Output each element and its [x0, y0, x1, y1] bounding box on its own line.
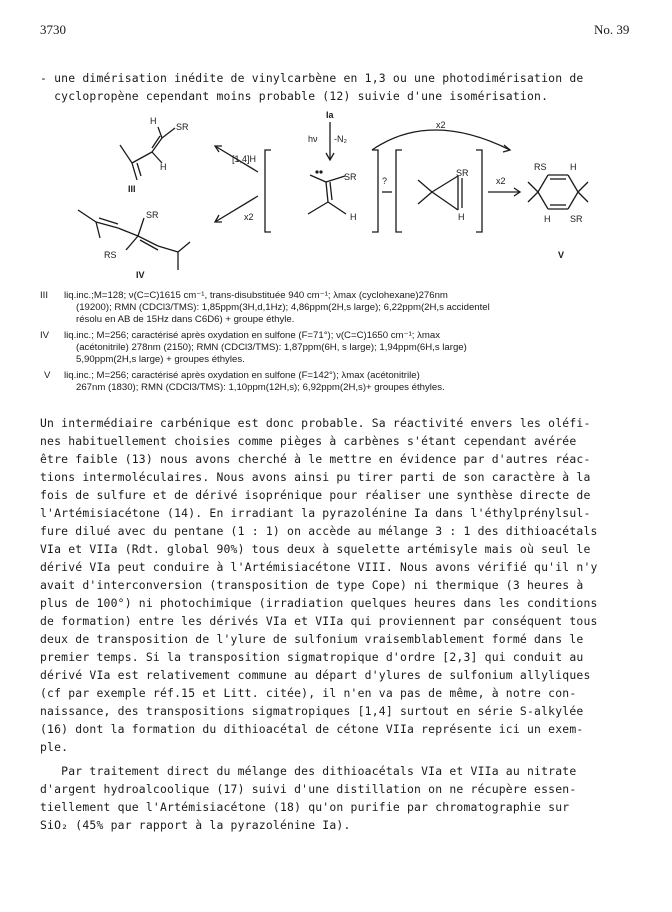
compound-III-label: III [128, 184, 136, 194]
sr-label: SR [456, 168, 469, 178]
sr-label: SR [146, 210, 159, 220]
note-line: liq.inc.;M=128; ν(C=C)1615 cm⁻¹, trans-disubstituée 940 cm⁻¹; λmax (cyclohexane)276nm [64, 290, 448, 301]
intro-line: cyclopropène cependant moins probable (12) suivie d'une isomérisation. [40, 89, 549, 103]
compound-IV-label: IV [136, 270, 145, 280]
body-line: naissance, des transpositions sigmatropiques [1,4] surtout en série S-alkylée [40, 704, 584, 718]
bond [578, 182, 588, 192]
note-line: 267nm (1830); RMN (CDCl3/TMS): 1,10ppm(12H,s); 6,92ppm(2H,s)+ groupes éthyles. [76, 382, 445, 393]
h-label: H [160, 162, 167, 172]
bond [328, 202, 346, 214]
intro-line: - une dimérisation inédite de vinylcarbène en 1,3 ou une photodimérisation de [40, 71, 584, 85]
bond [126, 236, 138, 250]
journal-issue: No. 39 [594, 22, 630, 37]
body-line: dérivé VIa est relativement commune au départ d'ylures de sulfonium allyliques [40, 668, 591, 682]
body-line: avait d'interconversion (transposition de type Cope) ni thermique (3 heures à [40, 578, 584, 592]
bond [528, 192, 538, 202]
body-line: Par traitement direct du mélange des dithioacétals VIa et VIIa au nitrate [40, 764, 577, 778]
bond [178, 242, 190, 252]
note-line: 5,90ppm(2H,s large) + groupes éthyles. [76, 354, 245, 365]
body-line: plus de 100°) ni photochimique (irradiation quelques heures dans les conditions [40, 596, 598, 610]
question-label: ? [382, 176, 388, 186]
bond [326, 176, 345, 182]
bond [418, 192, 432, 204]
bond [418, 180, 432, 192]
note-label: III [40, 290, 48, 301]
body-line: fois de sulfure et de dérivé isoprénique pour réaliser une synthèse directe de [40, 488, 591, 502]
bond [432, 192, 458, 210]
page-number: 3730 [40, 22, 66, 37]
bond [138, 218, 144, 236]
body-line: Un intermédiaire carbénique est donc probable. Sa réactivité envers les oléfi- [40, 416, 591, 430]
rs-label: RS [534, 162, 547, 172]
bond [432, 176, 458, 192]
body-line: dérivé VIa peut conduire à l'Artémisiacétone VIII. Nous avons vérifié qu'il n'y [40, 560, 598, 574]
bond [132, 152, 152, 163]
body-line: SiO₂ (45% par rapport à la pyrazolénine Ia). [40, 818, 351, 832]
bond [120, 145, 132, 163]
bond [326, 182, 328, 202]
body-line: tiellement que l'Artémisiacétone (18) qu'on purifie par chromatographie sur [40, 800, 570, 814]
note-label: V [44, 370, 51, 381]
bond [538, 192, 548, 209]
bond [132, 163, 137, 180]
curved-arrow [372, 130, 510, 150]
note-line: résolu en AB de 15Hz dans C6D6) + groupe éthyle. [76, 314, 295, 325]
bond [538, 175, 548, 192]
note-line: (19200); RMN (CDCl3/TMS): 1,85ppm(3H,d,1Hz); 4,86ppm(2H,s large); 6,22ppm(2H,s accidentel [76, 302, 490, 313]
bond [578, 192, 588, 202]
h-label: H [544, 214, 551, 224]
body-line: fure dilué avec du pentane (1 : 1) on accède au mélange 3 : 1 des dithioacétals [40, 524, 598, 538]
body-line: l'Artémisiacétone (14). En irradiant la pyrazolénine Ia dans l'éthylprénylsul- [40, 506, 591, 520]
note-label: IV [40, 330, 50, 341]
x2-label: x2 [436, 120, 446, 130]
bond [568, 192, 578, 209]
bracket [265, 150, 271, 232]
sr-label: SR [344, 172, 357, 182]
bond [162, 128, 175, 138]
body-line: deux de transposition de l'ylure de sulfonium vraisemblablement formé dans le [40, 632, 584, 646]
bond [568, 175, 578, 192]
bond [528, 182, 538, 192]
sr-label: SR [570, 214, 583, 224]
bracket [396, 150, 402, 232]
radical-dot [319, 170, 322, 173]
bracket [372, 150, 378, 232]
x2-label: x2 [496, 176, 506, 186]
body-line: VIa et VIIa (Rdt. global 90%) tous deux à squelette artémisyle mais où seul le [40, 542, 591, 556]
body-line: ple. [40, 740, 69, 754]
body-line: de formation) entre les dérivés VIa et VIIa qui proviennent par conséquent tous [40, 614, 598, 628]
hv-label: hν [308, 134, 318, 144]
bond [96, 222, 100, 238]
body-line: d'argent hydroalcoolique (17) suivi d'une distillation on ne récupère essen- [40, 782, 577, 796]
n2-label: -N₂ [334, 134, 347, 144]
h-label: H [570, 162, 577, 172]
body-line: premier temps. Si la transposition sigmatropique d'ordre [2,3] qui conduit au [40, 650, 584, 664]
bond [158, 246, 178, 252]
x2-label: x2 [244, 212, 254, 222]
h-label: H [458, 212, 465, 222]
bond [308, 202, 328, 214]
rs-label: RS [104, 250, 117, 260]
body-line: nes habituellement choisies comme pièges à carbènes s'étant cependant avérée [40, 434, 577, 448]
bond [118, 228, 138, 236]
bracket [476, 150, 482, 232]
note-line: liq.inc.; M=256; caractérisé après oxydation en sulfone (F=71°); ν(C=C)1650 cm⁻¹; λmax [64, 330, 441, 341]
bond [330, 182, 332, 200]
shift-label: [1,4]H [232, 154, 257, 164]
body-line: (cf par exemple réf.15 et Litt. citée), il n'en va pas de même, à notre con- [40, 686, 577, 700]
body-line: être faible (13) nous avons cherché à le mettre en évidence par d'autres réac- [40, 452, 591, 466]
body-line: (16) dont la formation du dithioacétal de cétone VIIa représente ici un exem- [40, 722, 584, 736]
bond [78, 210, 96, 222]
radical-dot [315, 170, 318, 173]
compound-V-label: V [558, 250, 565, 260]
sr-label: SR [176, 122, 189, 132]
bond [137, 163, 141, 176]
h-label: H [350, 212, 357, 222]
Ia-label: Ia [326, 110, 334, 120]
body-line: tions intermoléculaires. Nous avons ainsi pu tirer parti de son caractère à la [40, 470, 591, 484]
note-line: liq.inc.; M=256; caractérisé après oxydation en sulfone (F=142°); λmax (acétonitrile) [64, 370, 420, 381]
note-line: (acétonitrile) 278nm (2150); RMN (CDCl3/TMS): 1,87ppm(6H, s large); 1,94ppm(6H,s large) [76, 342, 467, 353]
bond [310, 175, 326, 182]
h-label: H [150, 116, 157, 126]
